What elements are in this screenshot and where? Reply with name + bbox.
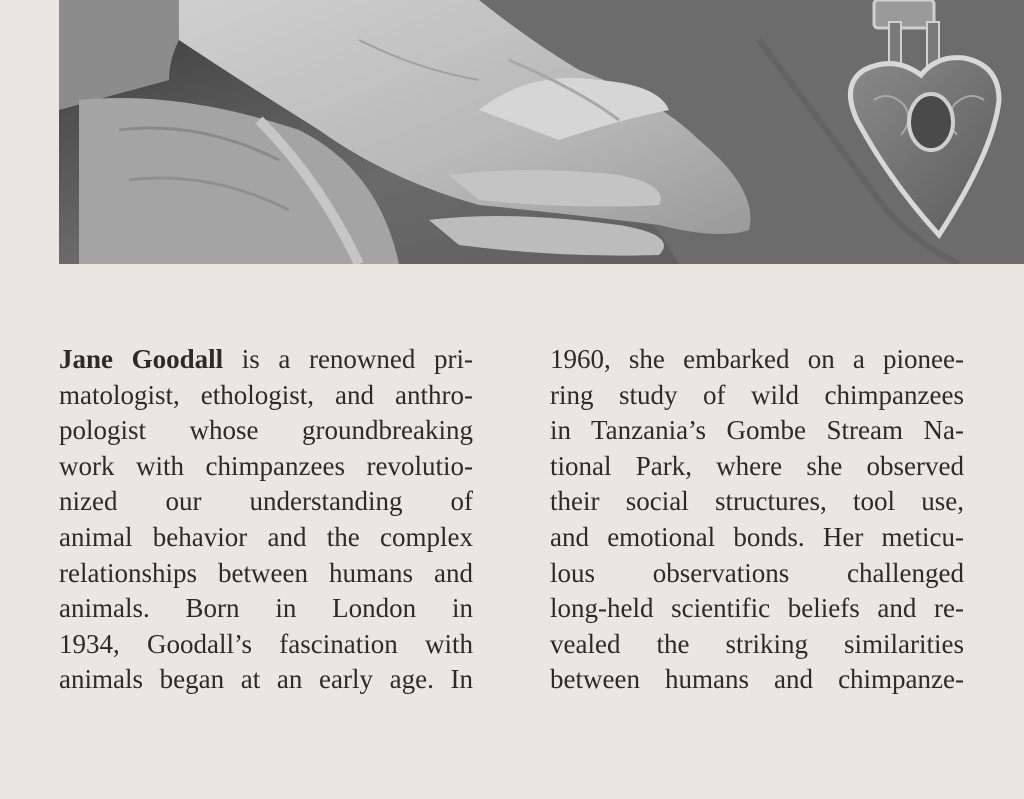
right-line-2: ring study of wild chimpanzees xyxy=(550,379,964,410)
hands-pendant-illustration xyxy=(59,0,1024,264)
right-line-3: in Tanzania’s Gombe Stream Na- xyxy=(550,415,964,446)
left-line-8: animals. Born in London in xyxy=(59,593,473,624)
left-line-7: relationships between humans and xyxy=(59,557,473,588)
subject-name: Jane Goodall xyxy=(59,344,224,374)
article-left-column xyxy=(59,342,473,698)
left-line-1 xyxy=(59,342,473,378)
right-line-4: tional Park, where she observed xyxy=(550,450,964,481)
left-line-3: pologist whose groundbreaking xyxy=(59,415,473,446)
first-line-rest: is a renowned pri- xyxy=(223,344,473,374)
right-line-6: and emotional bonds. Her meticu- xyxy=(550,521,964,552)
right-line-10: between humans and chimpanze- xyxy=(550,664,964,695)
right-line-7: lous observations challenged xyxy=(550,557,964,588)
left-line-6: animal behavior and the complex xyxy=(59,521,473,552)
left-line-5: nized our understanding of xyxy=(59,486,473,517)
right-line-8: long-held scientific beliefs and re- xyxy=(550,593,964,624)
left-line-4: work with chimpanzees revolutio- xyxy=(59,450,473,481)
right-line-5: their social structures, tool use, xyxy=(550,486,964,517)
right-line-9: vealed the striking similarities xyxy=(550,628,964,659)
left-line-2: matologist, ethologist, and anthro- xyxy=(59,379,473,410)
left-line-9: 1934, Goodall’s fascination with xyxy=(59,628,473,659)
article-right-column xyxy=(550,342,964,698)
left-line-10: animals began at an early age. In xyxy=(59,664,473,695)
hands-pendant-photo xyxy=(59,0,1024,264)
right-line-1: 1960, she embarked on a pionee- xyxy=(550,344,964,374)
